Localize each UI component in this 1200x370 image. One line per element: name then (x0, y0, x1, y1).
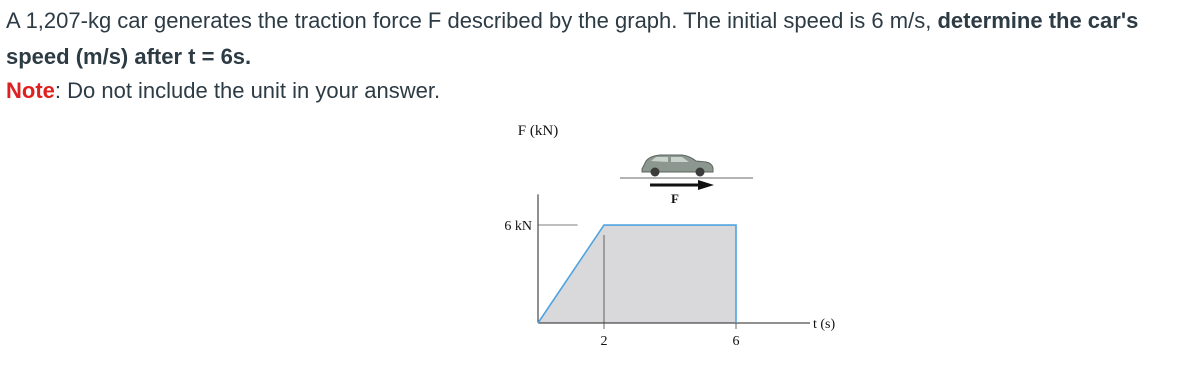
area-layer (538, 225, 736, 323)
x-tick-label-1: 6 (732, 334, 740, 349)
x-tick-label-0: 2 (600, 334, 608, 349)
question-text (6, 3, 1196, 75)
car-icon (642, 155, 713, 177)
arrow-right-icon (650, 180, 714, 190)
force-label: F (671, 191, 679, 206)
area-fill (538, 225, 736, 323)
note-text: : Do not include the unit in your answer. (54, 78, 441, 103)
question-plain-text: A 1,207-kg car generates the traction force F described by the graph. The initial speed is 6 m/s, (6, 8, 938, 33)
note (6, 73, 440, 109)
y-tick-label-0: 6 kN (504, 219, 532, 235)
car-figure (620, 155, 753, 206)
x-axis-label: t (s) (813, 317, 836, 332)
question-bold-text: determine the car's speed (m/s) after t = 6s. (6, 8, 1139, 69)
y-axis-label: F (kN) (517, 123, 559, 139)
note-label: Note (6, 78, 55, 103)
force-time-chart (470, 115, 836, 365)
